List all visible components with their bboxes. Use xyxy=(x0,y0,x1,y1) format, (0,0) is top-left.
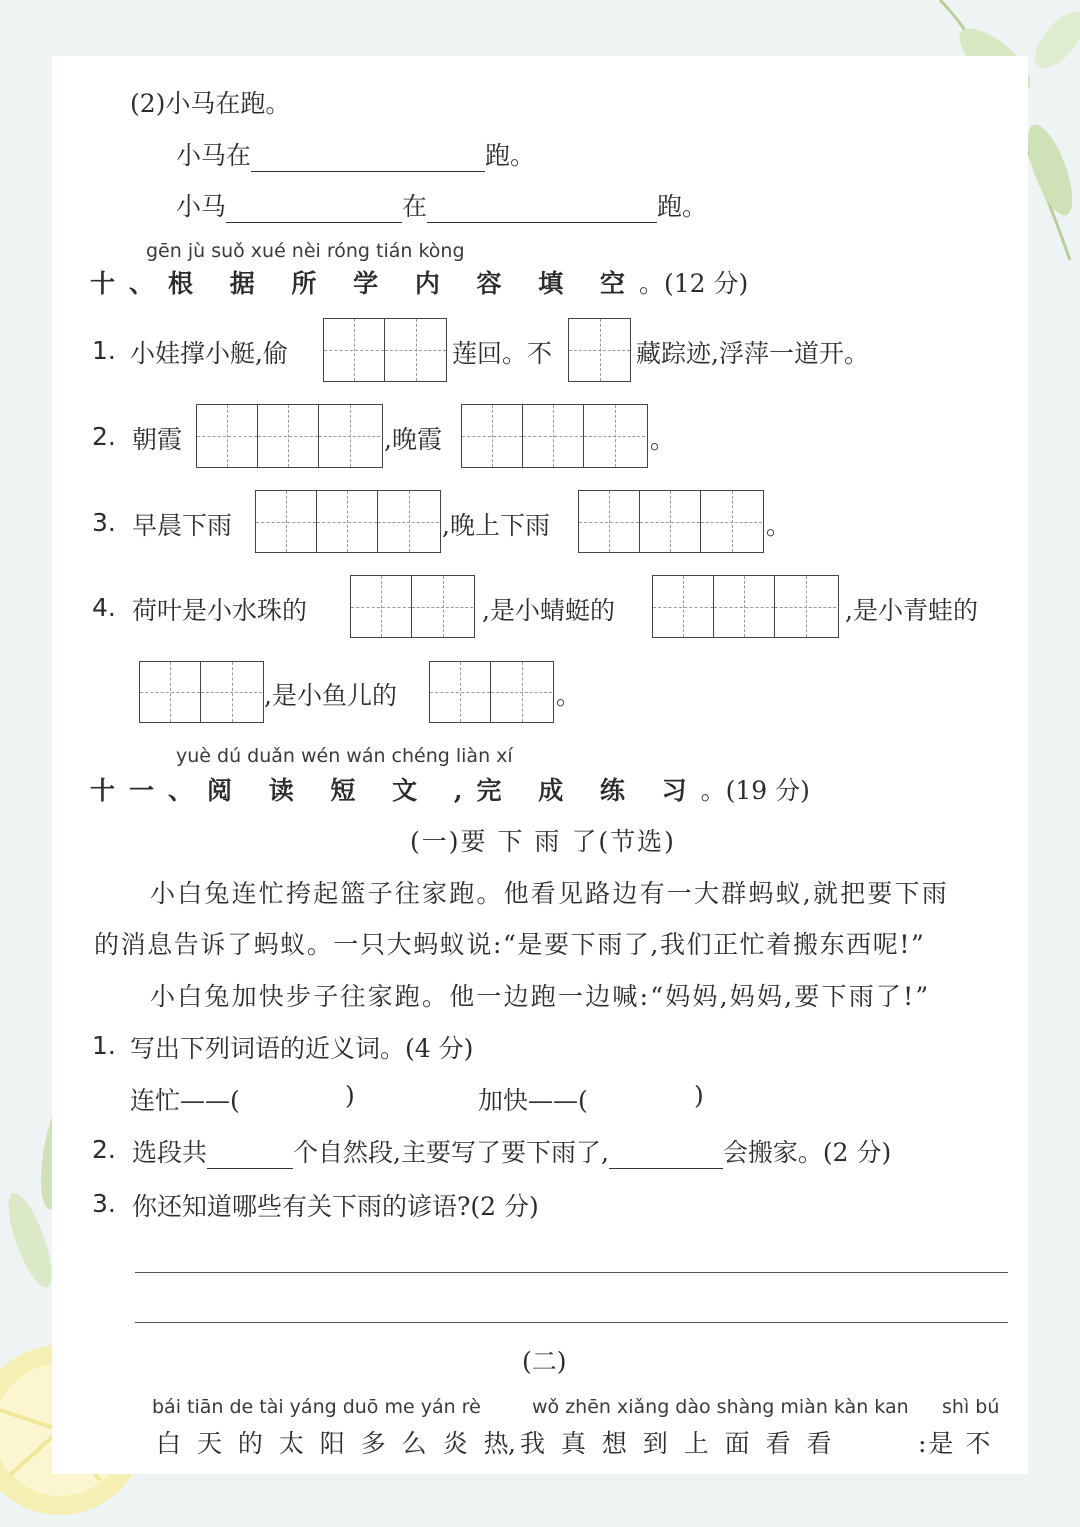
q9-line-1 xyxy=(176,136,535,172)
q10-item3-text-c: 。 xyxy=(766,511,792,540)
q10-heading xyxy=(90,264,748,300)
q11-sub3-answer-line-1[interactable] xyxy=(135,1272,1008,1273)
q10-title: 十、根 据 所 学 内 容 填 空 xyxy=(90,269,639,298)
q11-sub1-close1: ) xyxy=(345,1081,355,1110)
q10-item1-answer-boxes-1[interactable] xyxy=(323,318,447,382)
passage-2-pinyin-3: shì bú xyxy=(942,1396,1000,1418)
q10-item1-text-c: 藏踪迹,浮萍一道开。 xyxy=(636,339,869,368)
q9-blank-3[interactable] xyxy=(427,196,657,223)
q11-pinyin: yuè dú duǎn wén wán chéng liàn xí xyxy=(176,745,513,767)
q10-item2-answer-boxes-2[interactable] xyxy=(461,404,648,468)
q10-item3-answer-boxes-1[interactable] xyxy=(255,490,441,553)
q11-sub1-word2: 加快——( xyxy=(478,1086,588,1115)
passage-2-title: (二) xyxy=(522,1347,567,1376)
q10-item2-text-c: 。 xyxy=(650,425,676,454)
q10-item1-num: 1. xyxy=(92,336,116,365)
q10-pinyin: gēn jù suǒ xué nèi róng tián kòng xyxy=(146,240,465,262)
q9-line2-suffix: 跑。 xyxy=(657,192,708,221)
q10-item4-text-d: ,是小鱼儿的 xyxy=(264,681,397,710)
passage-2-text-2: ,我 真 想 到 上 面 看 看 xyxy=(508,1429,836,1458)
passage-2-pinyin-2: wǒ zhēn xiǎng dào shàng miàn kàn kan xyxy=(532,1396,909,1418)
q11-sub2-text-c: 会搬家。(2 分) xyxy=(722,1138,892,1167)
q11-sub2-text-b: 个自然段,主要写了要下雨了, xyxy=(293,1138,609,1167)
q11-score: 。(19 分) xyxy=(700,776,810,805)
q10-score: 。(12 分) xyxy=(638,269,749,298)
q9-line1-suffix: 跑。 xyxy=(485,141,536,170)
q11-title: 十一、阅 读 短 文 ,完 成 练 习 xyxy=(90,776,701,805)
q10-item2-text-b: ,晚霞 xyxy=(384,425,442,454)
q11-sub2-text-a: 选段共 xyxy=(132,1138,208,1167)
q10-item4-num: 4. xyxy=(92,593,116,622)
passage-2-text-1: 白 天 的 太 阳 多 么 炎 热 xyxy=(156,1429,513,1458)
q10-item1-text-b: 莲回。不 xyxy=(452,339,553,368)
q11-sub3-text: 你还知道哪些有关下雨的谚语?(2 分) xyxy=(132,1192,539,1221)
passage-2-text-3: :是 不 xyxy=(918,1429,993,1458)
q9-line2-prefix: 小马 xyxy=(176,192,227,221)
q9-line2-mid: 在 xyxy=(402,192,428,221)
q11-sub1-word1: 连忙——( xyxy=(130,1086,240,1115)
passage-1-para1-line1: 小白兔连忙挎起篮子往家跑。他看见路边有一大群蚂蚁,就把要下雨 xyxy=(150,879,949,908)
q10-item3-text-a: 早晨下雨 xyxy=(132,511,233,540)
q11-sub2-line xyxy=(132,1133,891,1169)
q9-item-2-sentence: (2)小马在跑。 xyxy=(130,89,291,118)
q11-sub1-text: 写出下列词语的近义词。(4 分) xyxy=(130,1034,474,1063)
passage-1-para2: 小白兔加快步子往家跑。他一边跑一边喊:“妈妈,妈妈,要下雨了!” xyxy=(150,982,931,1011)
passage-1-para1-line2: 的消息告诉了蚂蚁。一只大蚂蚁说:“是要下雨了,我们正忙着搬东西呢!” xyxy=(94,930,926,959)
q9-line-2 xyxy=(176,187,707,223)
q10-item4-answer-boxes-2[interactable] xyxy=(652,575,839,638)
q10-item4-answer-boxes-1[interactable] xyxy=(350,575,475,638)
q10-item2-num: 2. xyxy=(92,422,116,451)
q10-item3-num: 3. xyxy=(92,508,116,537)
passage-2-pinyin-1: bái tiān de tài yáng duō me yán rè xyxy=(152,1396,481,1418)
q10-item3-text-b: ,晚上下雨 xyxy=(442,511,550,540)
q11-heading xyxy=(90,771,810,807)
q10-item3-answer-boxes-2[interactable] xyxy=(578,490,764,553)
q10-item4-text-e: 。 xyxy=(556,681,582,710)
q10-item4-answer-boxes-3[interactable] xyxy=(139,661,264,723)
q10-item4-answer-boxes-4[interactable] xyxy=(429,661,554,723)
q11-sub1-close2: ) xyxy=(694,1081,704,1110)
q11-sub1-num: 1. xyxy=(92,1031,116,1060)
q10-item4-text-c: ,是小青蛙的 xyxy=(845,596,978,625)
passage-1-title: (一)要 下 雨 了(节选) xyxy=(410,827,676,856)
q11-sub2-blank-1[interactable] xyxy=(207,1142,293,1169)
q10-item1-answer-boxes-2[interactable] xyxy=(568,318,631,382)
q10-item2-answer-boxes-1[interactable] xyxy=(196,404,383,468)
q10-item1-text-a: 小娃撑小艇,偷 xyxy=(130,339,288,368)
q9-line1-prefix: 小马在 xyxy=(176,141,252,170)
q9-blank-1[interactable] xyxy=(251,145,485,172)
q11-sub3-answer-line-2[interactable] xyxy=(135,1322,1008,1323)
q11-sub3-num: 3. xyxy=(92,1189,116,1218)
q11-sub2-num: 2. xyxy=(92,1135,116,1164)
q11-sub2-blank-2[interactable] xyxy=(609,1142,723,1169)
q10-item4-text-a: 荷叶是小水珠的 xyxy=(132,596,308,625)
q9-blank-2[interactable] xyxy=(226,196,402,223)
q10-item2-text-a: 朝霞 xyxy=(132,425,183,454)
q10-item4-text-b: ,是小蜻蜓的 xyxy=(482,596,615,625)
